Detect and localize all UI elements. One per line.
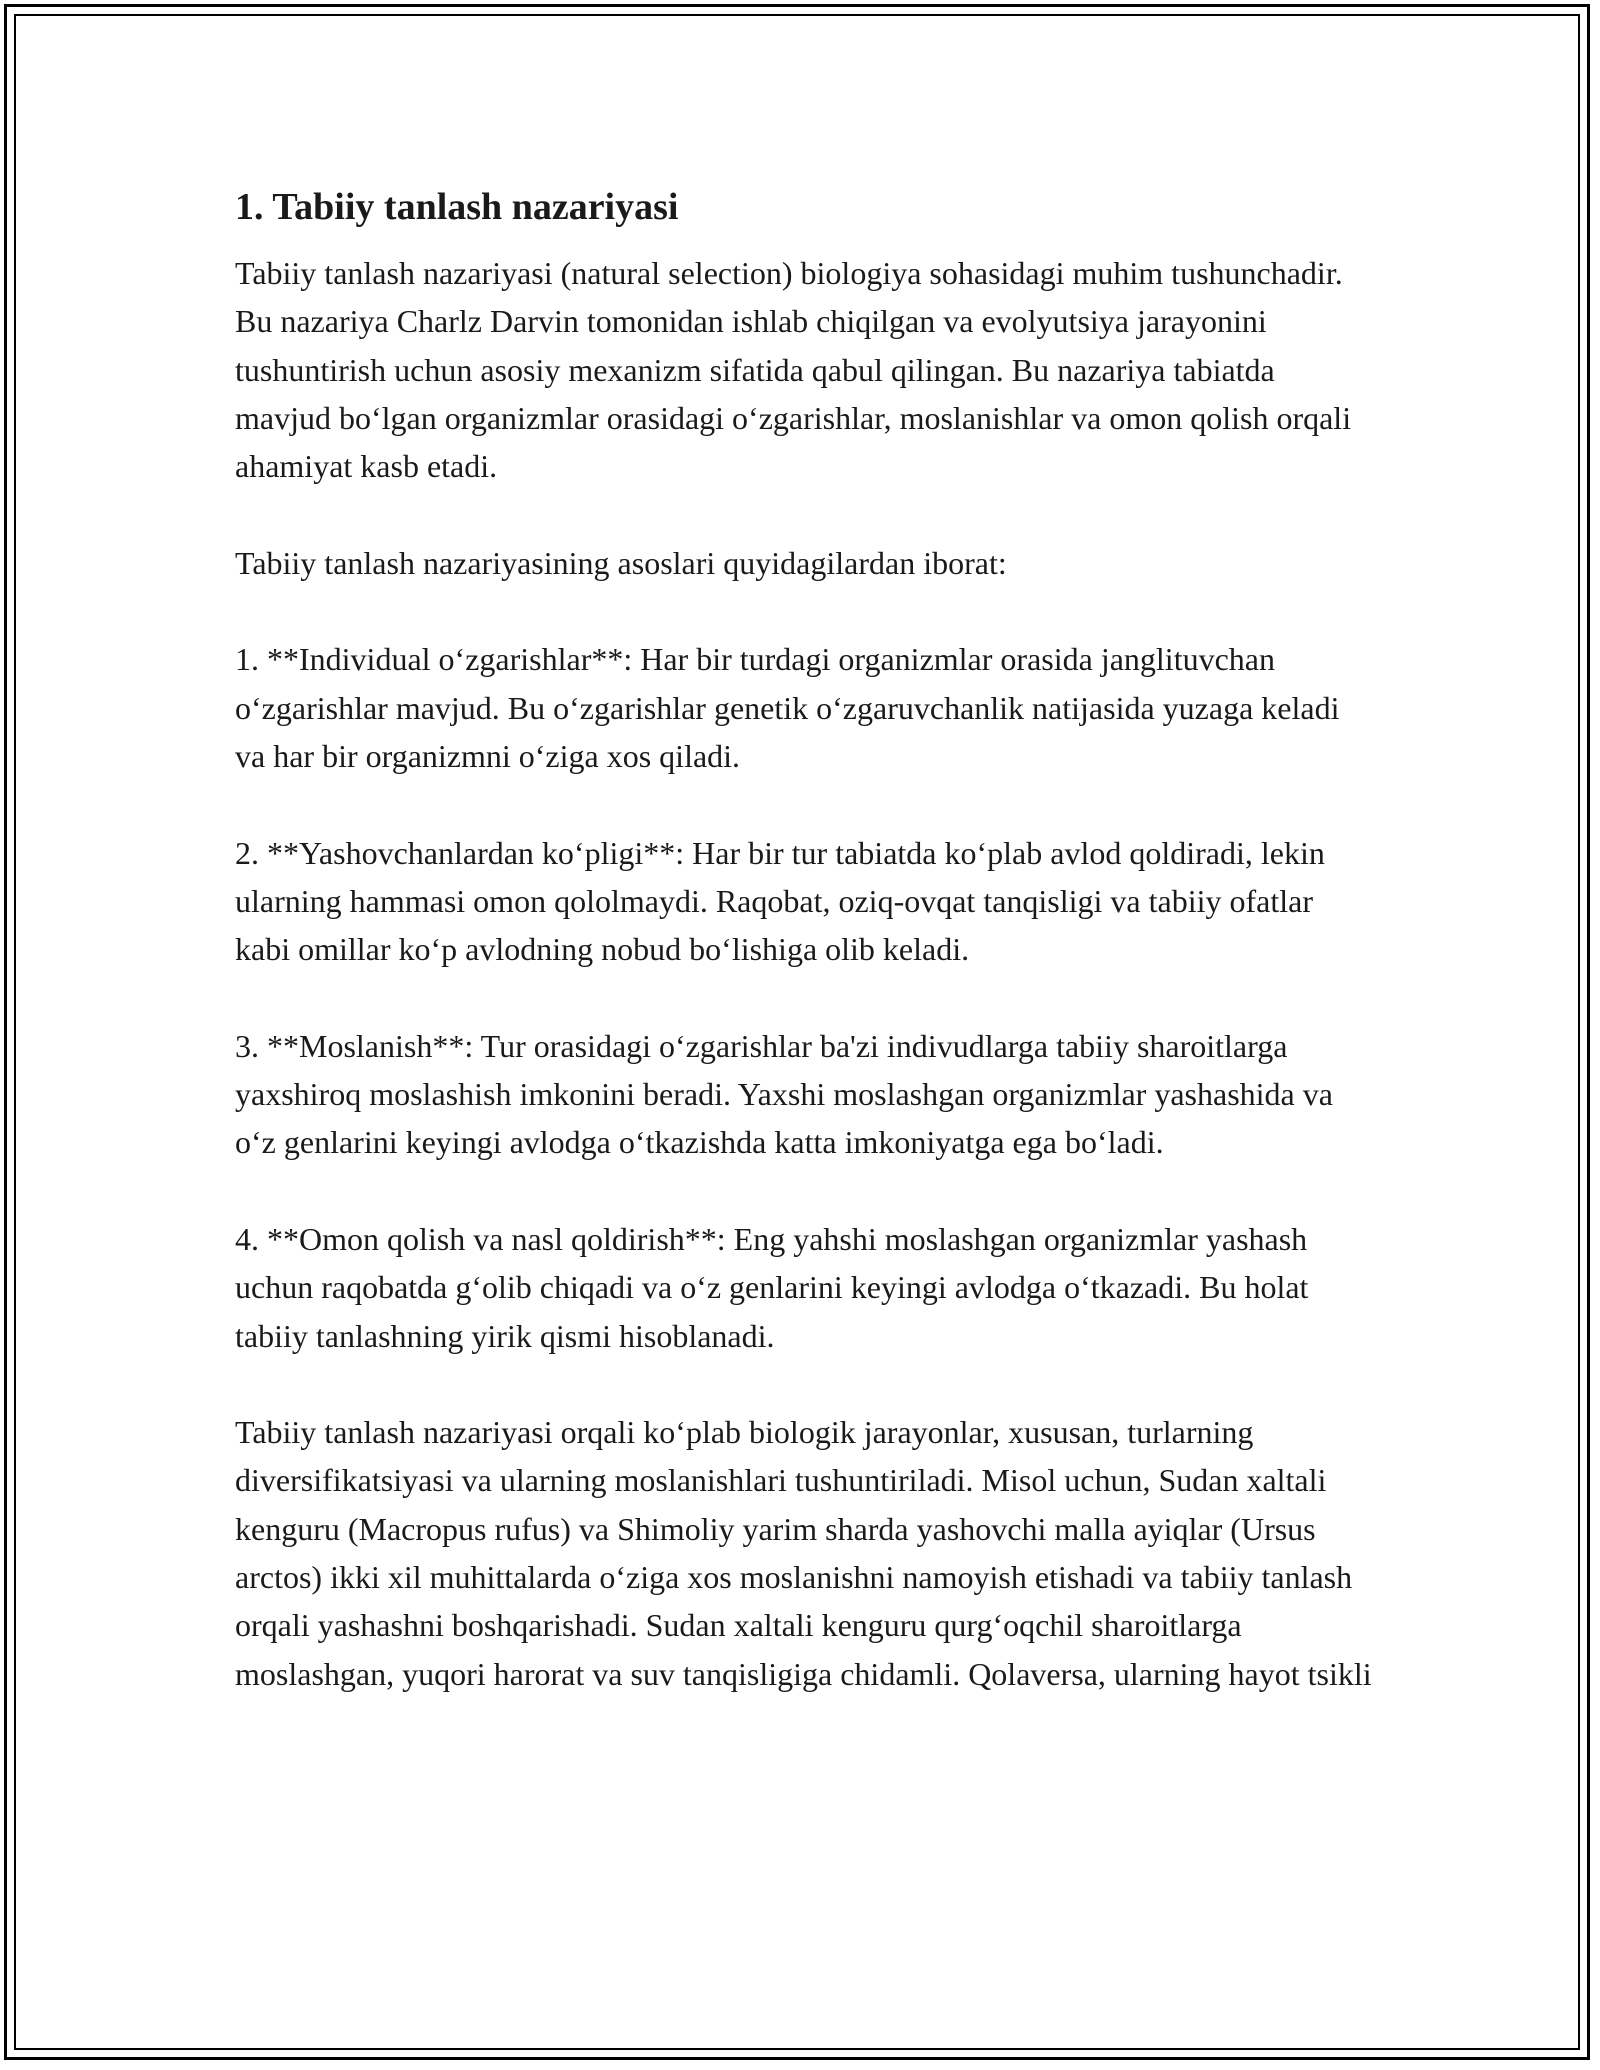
document-body	[235, 183, 1375, 1746]
list-item-individual-changes: 1. **Individual o‘zgarishlar**: Har bir turdagi organizmlar orasida janglituvchan o‘zgarishlar mavjud. Bu o‘zgarishlar genetik o‘zgaruvchanlik natijasida yuzaga keladi va har bir organizmni o‘ziga xos qiladi.	[235, 641, 1340, 774]
paragraph-examples: Tabiiy tanlash nazariyasi orqali ko‘plab biologik jarayonlar, xususan, turlarning diversifikatsiyasi va ularning moslanishlari tushuntiriladi. Misol uchun, Sudan xaltali kenguru (Macropus rufus) va Shimoliy yarim sharda yashovchi malla ayiqlar (Ursus arctos) ikki xil muhittalarda o‘ziga xos moslanishni namoyish etishadi va tabiiy tanlash orqali yashashni boshqarishadi. Sudan xaltali kenguru qurg‘oqchil sharoitlarga moslashgan, yuqori harorat va suv tanqisligiga chidamli. Qolaversa, ularning hayot tsikli	[235, 1414, 1372, 1692]
list-item-abundance: 2. **Yashovchanlardan ko‘pligi**: Har bir tur tabiatda ko‘plab avlod qoldiradi, lekin ularning hammasi omon qololmaydi. Raqobat, oziq-ovqat tanqisligi va tabiiy ofatlar kabi omillar ko‘p avlodning nobud bo‘lishiga olib keladi.	[235, 834, 1325, 968]
paragraph-list-intro: Tabiiy tanlash nazariyasining asoslari quyidagilardan iborat:	[235, 544, 1007, 581]
section-heading: 1. Tabiiy tanlash nazariyasi	[235, 186, 679, 228]
paragraph-intro: Tabiiy tanlash nazariyasi (natural selection) biologiya sohasidagi muhim tushunchadir. Bu nazariya Charlz Darvin tomonidan ishlab chiqilgan va evolyutsiya jarayonini tushuntirish uchun asosiy mexanizm sifatida qabul qilingan. Bu nazariya tabiatda mavjud bo‘lgan organizmlar orasidagi o‘zgarishlar, moslanishlar va omon qolish orqali ahamiyat kasb etadi.	[235, 255, 1352, 485]
list-item-adaptation: 3. **Moslanish**: Tur orasidagi o‘zgarishlar ba'zi indivudlarga tabiiy sharoitlarga yaxshiroq moslashish imkonini beradi. Yaxshi moslashgan organizmlar yashashida va o‘z genlarini keyingi avlodga o‘tkazishda katta imkoniyatga ega bo‘ladi.	[235, 1027, 1333, 1161]
list-item-survival: 4. **Omon qolish va nasl qoldirish**: Eng yahshi moslashgan organizmlar yashash uchun raqobatda g‘olib chiqadi va o‘z genlarini keyingi avlodga o‘tkazadi. Bu holat tabiiy tanlashning yirik qismi hisoblanadi.	[235, 1220, 1309, 1354]
